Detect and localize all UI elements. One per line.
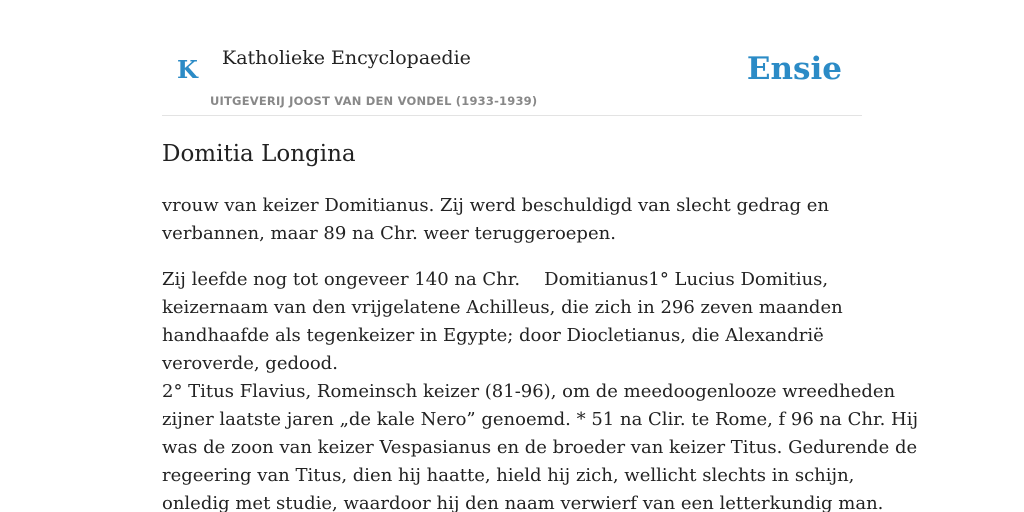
- encyclopedia-logo-icon[interactable]: K: [177, 55, 198, 84]
- text-line: regeering van Titus, dien hij haatte, hield hij zich, wellicht slechts in schijn,: [162, 465, 855, 486]
- text-line: veroverde, gedood.: [162, 353, 338, 374]
- text-line: handhaafde als tegenkeizer in Egypte; door Diocletianus, die Alexandrië: [162, 325, 824, 346]
- text-line: verbannen, maar 89 na Chr. weer teruggeroepen.: [162, 223, 616, 244]
- text-segment: Domitianus1° Lucius Domitius,: [544, 269, 829, 290]
- ensie-brand-link[interactable]: Ensie: [746, 51, 842, 87]
- publisher-subtitle: UITGEVERIJ JOOST VAN DEN VONDEL (1933-1939): [210, 94, 538, 108]
- text-line: zijner laatste jaren „de kale Nero” genoemd. * 51 na Clir. te Rome, f 96 na Chr. Hij: [162, 409, 919, 430]
- site-header: [162, 0, 862, 116]
- text-line: keizernaam van den vrijgelatene Achilleus, die zich in 296 zeven maanden: [162, 297, 843, 318]
- text-line: 2° Titus Flavius, Romeinsch keizer (81-96), om de meedoogenlooze wreedheden: [162, 381, 896, 402]
- text-line: vrouw van keizer Domitianus. Zij werd beschuldigd van slecht gedrag en: [162, 195, 829, 216]
- paragraph-2: [162, 266, 919, 512]
- site-title[interactable]: Katholieke Encyclopaedie: [222, 47, 471, 69]
- paragraph-1: [162, 192, 862, 248]
- text-line: onledig met studie, waardoor hij den naam verwierf van een letterkundig man.: [162, 493, 884, 512]
- article-body: [162, 192, 919, 512]
- article-title: Domitia Longina: [162, 141, 356, 167]
- text-segment: Zij leefde nog tot ongeveer 140 na Chr.: [162, 269, 521, 290]
- text-line: was de zoon van keizer Vespasianus en de broeder van keizer Titus. Gedurende de: [162, 437, 918, 458]
- page-container: [162, 0, 919, 512]
- text-line: [162, 266, 862, 294]
